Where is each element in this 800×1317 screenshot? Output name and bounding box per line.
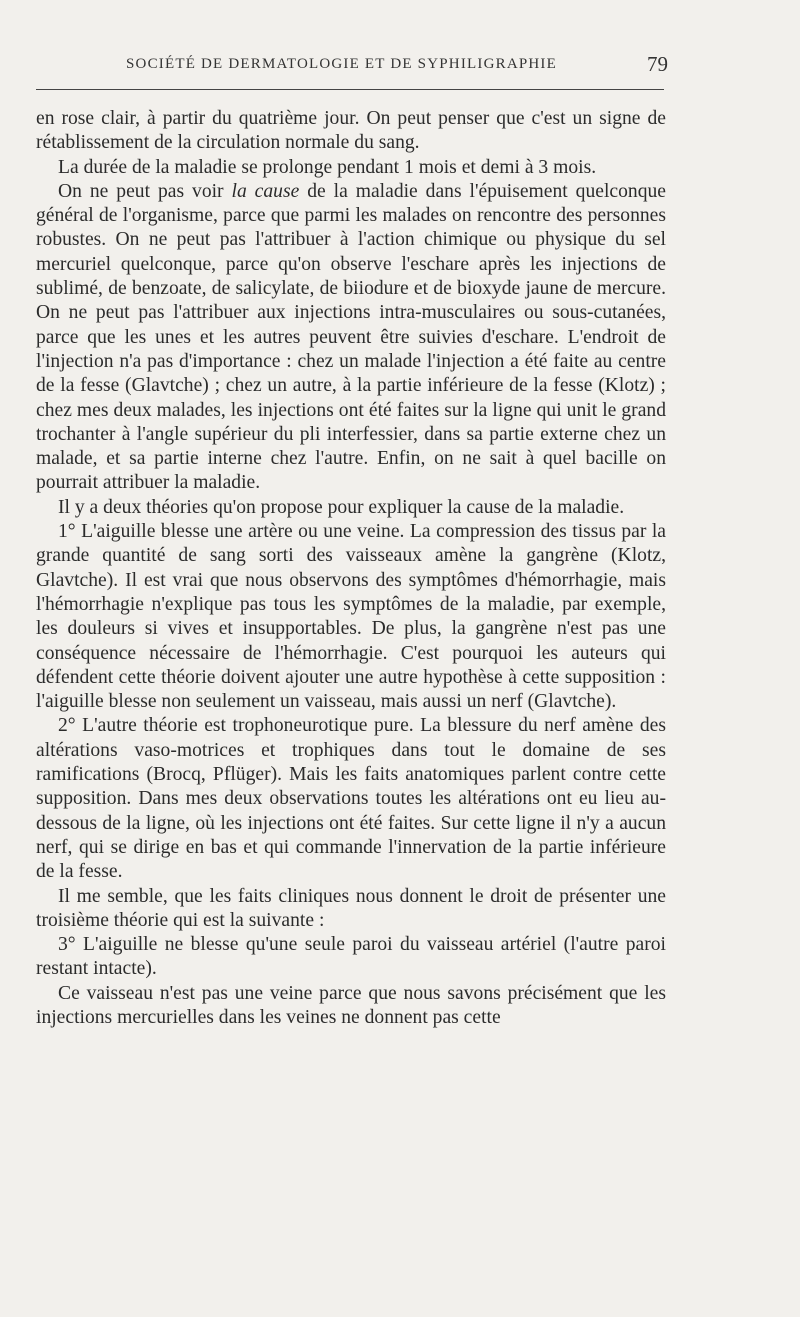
page-header (36, 52, 668, 78)
header-rule (36, 89, 664, 90)
paragraph-3-after: de la maladie dans l'épuisement quelconque général de l'organisme, parce que parmi les malades on rencontre des personnes robustes. On ne peut pas l'attribuer à l'action chimique ou physique du sel mercuriel quelconque, parce qu'on observe l'eschare après les injections de sublimé, de benzoate, de salicylate, de biiodure et de bioxyde jaune de mercure. On ne peut pas l'attribuer aux injections intra-musculaires ou sous-cutanées, parce que les unes et les autres peuvent être suivies d'eschare. L'endroit de l'injection n'a pas d'importance : chez un malade l'injection a été faite au centre de la fesse (Glavtche) ; chez un autre, à la partie inférieure de la fesse (Klotz) ; chez mes deux malades, les injections ont été faites sur la ligne qui unit le grand trochanter à l'angle supérieur du pli interfessier, dans sa partie externe chez un malade, et sa partie interne chez l'autre. Enfin, on ne sait à quel bacille on pourrait attribuer la maladie. (36, 180, 666, 494)
page-number: 79 (647, 52, 668, 76)
paragraph-4: Il y a deux théories qu'on propose pour expliquer la cause de la maladie. (58, 496, 625, 518)
paragraph-1: en rose clair, à partir du quatrième jour. On peut penser que c'est un signe de rétablissement de la circulation normale du sang. (36, 108, 666, 154)
paragraph-5: 1° L'aiguille blesse une artère ou une veine. La compression des tissus par la grande quantité de sang sorti des vaisseaux amène la gangrène (Klotz, Glavtche). Il est vrai que nous observons des symptômes d'hémorrhagie, mais l'hémorrhagie n'explique pas tous les symptômes de la maladie, par exemple, les douleurs si vives et insupportables. De plus, la gangrène n'est pas une conséquence nécessaire de l'hémorrhagie. C'est pourquoi les auteurs qui défendent cette théorie doivent ajouter une autre hypothèse à cette supposition : l'aiguille blesse non seulement un vaisseau, mais aussi un nerf (Glavtche). (36, 521, 666, 713)
paragraph-7: Il me semble, que les faits cliniques nous donnent le droit de présenter une troisième théorie qui est la suivante : (36, 885, 666, 931)
paragraph-3 (36, 180, 666, 496)
body-text (36, 107, 666, 1030)
paragraph-3-before: On ne peut pas voir (58, 180, 232, 202)
running-head: SOCIÉTÉ DE DERMATOLOGIE ET DE SYPHILIGRAPHIE (126, 56, 557, 72)
paragraph-8: 3° L'aiguille ne blesse qu'une seule paroi du vaisseau artériel (l'autre paroi restant intacte). (36, 934, 666, 980)
paragraph-9: Ce vaisseau n'est pas une veine parce que nous savons précisément que les injections mercurielles dans les veines ne donnent pas cette (36, 982, 666, 1028)
paragraph-3-italic: la cause (231, 180, 300, 202)
paragraph-2: La durée de la maladie se prolonge pendant 1 mois et demi à 3 mois. (58, 156, 597, 178)
paragraph-6: 2° L'autre théorie est trophoneurotique pure. La blessure du nerf amène des altérations vaso-motrices et trophiques dans tout le domaine de ses ramifications (Brocq, Pflüger). Mais les faits anatomiques parlent contre cette supposition. Dans mes deux observations toutes les altérations ont eu lieu au-dessous de la ligne, où les injections ont été faites. Sur cette ligne il n'y a aucun nerf, qui se dirige en bas et qui commande l'innervation de la partie inférieure de la fesse. (36, 715, 666, 883)
